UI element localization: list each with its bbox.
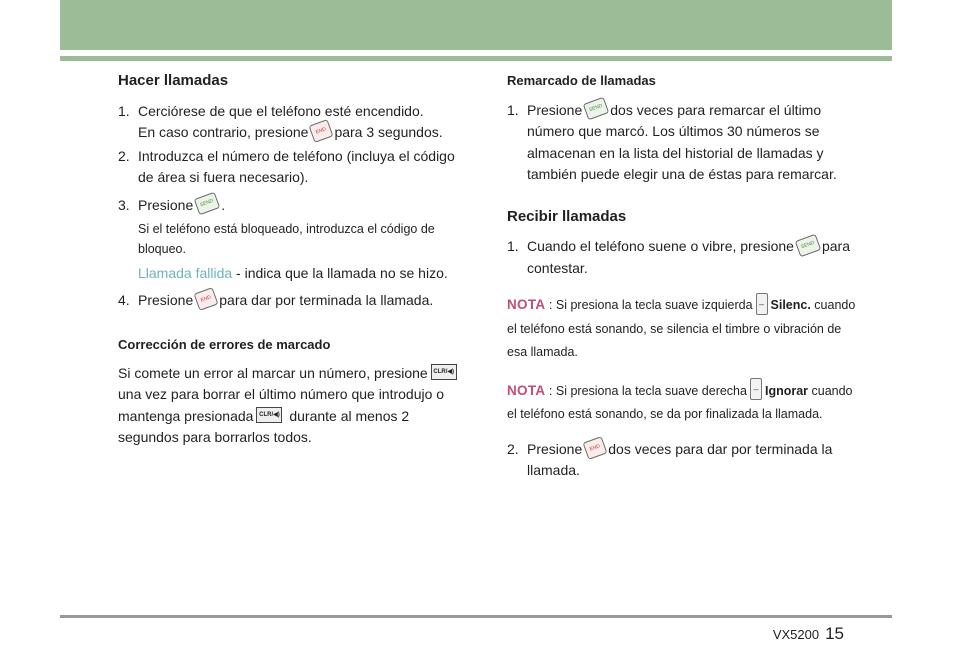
send-key-icon: SEND: [795, 234, 821, 257]
list-item: [118, 290, 468, 312]
left-soft-key-icon: –: [756, 293, 768, 315]
text-fragment: dos veces para remarcar el último número que marcó. Los últimos 30 números se almacenan en la lista del historial de llamadas y también puede elegir una de éstas para remarcar.: [527, 101, 837, 182]
correction-paragraph: [118, 363, 468, 449]
text-fragment: dos veces para dar por terminada la llamada.: [527, 440, 833, 478]
end-key-icon: END: [583, 436, 608, 460]
right-soft-key-icon: –: [750, 378, 762, 400]
item-text: [527, 100, 857, 186]
text-fragment: para contestar.: [527, 238, 850, 276]
item-number: 3.: [118, 196, 130, 213]
section-title-remarcado: Remarcado de llamadas: [507, 73, 656, 88]
text-fragment: Si comete un error al marcar un número, presione: [118, 364, 428, 381]
item-number: 2.: [118, 147, 130, 164]
clear-key-icon: CLR/◀): [431, 364, 457, 380]
note-ignore: [507, 379, 857, 427]
ignore-key-label: Ignorar: [764, 383, 809, 398]
text-fragment: Cuando el teléfono suene o vibre, presione: [527, 238, 794, 254]
list-item: [507, 236, 857, 279]
nota-label: NOTA: [507, 382, 546, 398]
text-fragment: Presione: [138, 196, 194, 213]
nota-label: NOTA: [507, 297, 546, 312]
text-fragment: : Si presiona la tecla suave izquierda: [545, 298, 753, 312]
note-silence: [507, 293, 857, 365]
text-fragment: cuando el teléfono está sonando, se silencia el timbre o vibración de esa llamada.: [507, 298, 856, 359]
text-fragment: Presione: [527, 101, 583, 118]
text-fragment: para 3 segundos.: [334, 124, 443, 140]
right-column: [507, 70, 857, 482]
text-fragment: - indica que la llamada no se hizo.: [232, 265, 448, 281]
end-key-icon: END: [309, 119, 334, 143]
text-fragment: para dar por terminada la llamada.: [219, 291, 434, 308]
text-fragment: : Si presiona la tecla suave derecha: [545, 383, 747, 398]
text-fragment: .: [221, 196, 226, 213]
text-fragment: En caso contrario, presione: [138, 124, 309, 140]
text-fragment: Presione: [138, 291, 194, 308]
header-band: [60, 0, 892, 50]
text-fragment: cuando el teléfono está sonando, se da por finalizada la llamada.: [507, 383, 853, 421]
section-title-correccion: Corrección de errores de marcado: [118, 337, 331, 352]
list-item: [118, 101, 468, 144]
item-number: 1.: [118, 102, 130, 119]
send-key-icon: SEND: [583, 97, 609, 120]
missed-call-note: [138, 263, 468, 285]
list-item: [118, 195, 468, 285]
item-number: 2.: [507, 440, 519, 457]
header-rule: [60, 56, 892, 61]
clear-key-icon: CLR/◀): [256, 407, 282, 423]
item-number: 4.: [118, 291, 130, 308]
text-fragment: durante al menos 2 segundos para borrarlos todos.: [118, 407, 410, 445]
item-text: [527, 439, 857, 482]
list-item: [507, 439, 857, 482]
text-fragment: Presione: [527, 440, 583, 457]
item-text: Cerciórese de que el teléfono esté encendido.: [138, 102, 424, 119]
item-text: [138, 122, 468, 144]
item-text: Introduzca el número de teléfono (incluya el código de área si fuera necesario).: [138, 147, 455, 185]
page-footer: [773, 624, 844, 644]
item-text: [138, 290, 468, 312]
send-key-icon: SEND: [194, 192, 220, 215]
footer-rule: [60, 615, 892, 618]
model-name: VX5200: [772, 627, 820, 642]
section-title-recibir: Recibir llamadas: [507, 207, 627, 225]
section-title-hacer-llamadas: Hacer llamadas: [118, 72, 229, 89]
end-key-icon: END: [194, 287, 219, 311]
silence-key-label: Silenc.: [770, 298, 811, 312]
item-text: [527, 236, 857, 279]
lock-note: Si el teléfono está bloqueado, introduzca el código de bloqueo.: [138, 222, 435, 256]
page-number: 15: [825, 624, 844, 643]
left-column: [118, 70, 468, 449]
text-fragment: una vez para borrar el último número que introdujo o mantenga presionada: [118, 386, 445, 424]
list-item: [118, 146, 468, 189]
list-item: [507, 100, 857, 186]
item-number: 1.: [507, 238, 519, 254]
missed-call-label: Llamada fallida: [138, 265, 233, 281]
item-text: [138, 195, 468, 217]
item-number: 1.: [507, 101, 519, 118]
